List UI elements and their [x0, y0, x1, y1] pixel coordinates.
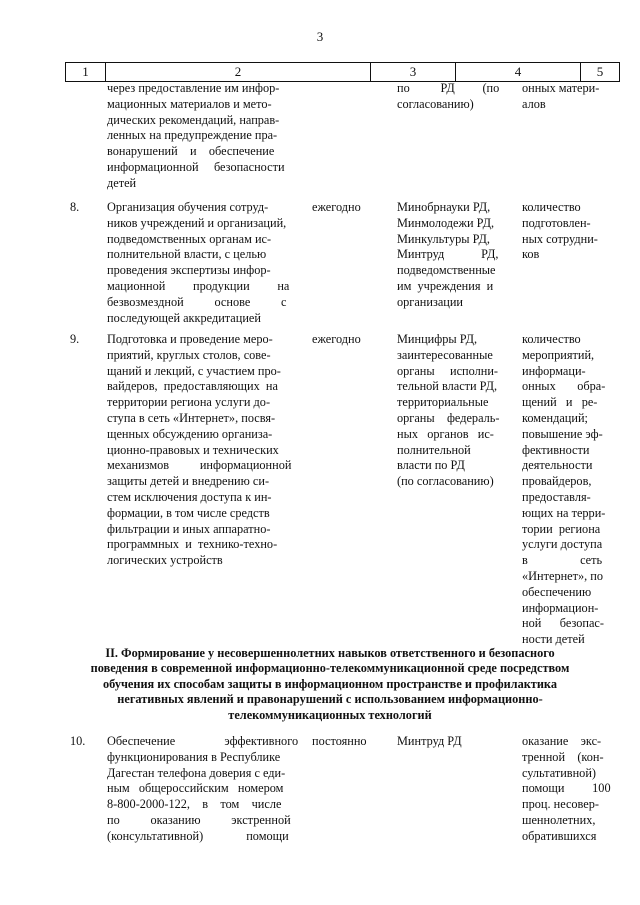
- row-indicator: количество подготовлен- ных сотрудни- ков: [522, 200, 598, 262]
- row-number: 8.: [70, 200, 80, 214]
- header-col-4: 4: [455, 63, 580, 81]
- section-title: II. Формирование у несовершеннолетних навыков ответственного и безопасного поведения в современной информационно-телекоммуникационной среде посредством обучения их способам защиты в информационном пространстве и профилактика негативных явлений и правонарушений с использованием информационно- телекоммуникационных технологий: [90, 646, 570, 722]
- header-col-1: 1: [65, 63, 105, 81]
- page-number: 3: [316, 29, 324, 44]
- row-description: Организация обучения сотруд- ников учреждений и организаций, подведомственных органам ис- полнительной власти, с целью проведения экспертизы инфор- мационной продукции на безвозмездной основе с последующей аккредитацией: [107, 200, 290, 325]
- header-col-2: 2: [105, 63, 370, 81]
- table-header: [65, 62, 620, 82]
- row-description: Подготовка и проведение меро- приятий, круглых столов, сове- щаний и лекций, с участием про- вайдеров, предоставляющих на территории региона услуги до- ступа в сеть «Интернет», посвя- щенных обсуждению организа- ционно-правовых и технических механизмов информационной защиты детей и внедрению си- стем исключения доступа к ин- формации, в том числе средств фильтрации и иных аппаратно- программных и технико-техно- логических устройств: [107, 332, 292, 568]
- row-term: постоянно: [312, 734, 367, 748]
- row-indicator: оказание экс- тренной (кон- сультативной) помощи 100 проц. несовер- шеннолетних, обратившихся: [522, 734, 611, 843]
- header-col-3: 3: [370, 63, 455, 81]
- row-number: 10.: [70, 734, 86, 748]
- row-executors: Минтруд РД: [397, 734, 462, 748]
- row-number: 9.: [70, 332, 80, 346]
- header-col-5: 5: [580, 63, 620, 81]
- row-indicator: количество мероприятий, информаци- онных обра- щений и ре- комендаций; повышение эф- фективности деятельности провайдеров, предоставля- ющих на терри- тории региона услуги доступа в сеть «Интернет», по обеспечению информацион- ной безопас- ности детей: [522, 332, 606, 647]
- continuation-description: через предоставление им инфор- мационных материалов и мето- дических рекомендаций, направ- ленных на предупреждение пра- вонарушений и обеспечение информационной безопасности детей: [107, 81, 285, 190]
- row-executors: Минобрнауки РД, Минмолодежи РД, Минкультуры РД, Минтруд РД, подведомственные им учреждения и организации: [397, 200, 499, 309]
- row-term: ежегодно: [312, 332, 361, 346]
- row-description: Обеспечение эффективного функционирования в Республике Дагестан телефона доверия с еди- ным общероссийским номером 8-800-2000-122, в том числе по оказанию экстренной (консультативной) помощи: [107, 734, 299, 843]
- continuation-executors: по РД (по согласованию): [397, 81, 500, 111]
- row-executors: Минцифры РД, заинтересованные органы исполни- тельной власти РД, территориальные органы федераль- ных органов ис- полнительной власти по РД (по согласованию): [397, 332, 500, 489]
- continuation-indicator: онных матери- алов: [522, 81, 600, 111]
- row-term: ежегодно: [312, 200, 361, 214]
